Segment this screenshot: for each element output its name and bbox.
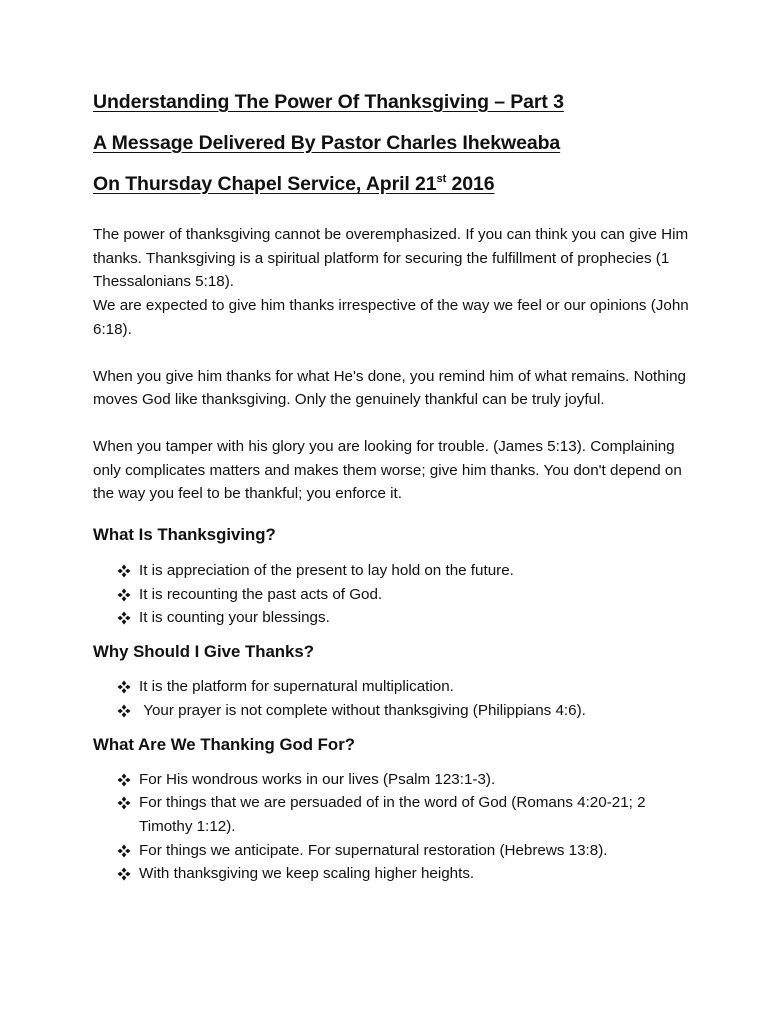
list-item-text: It is recounting the past acts of God. <box>139 585 383 603</box>
four-diamond-bullet-icon <box>117 564 131 578</box>
bullet-list-what-is-thanksgiving <box>93 559 693 630</box>
list-item <box>93 559 693 583</box>
list-item-text: For things that we are persuaded of in the word of God (Romans 4:20-21; 2 Timothy 1:12). <box>139 794 646 835</box>
body-paragraph-3: When you give him thanks for what He's done, you remind him of what remains. Nothing moves God like thanksgiving. Only the genuinely thankful can be truly joyful. <box>93 367 686 409</box>
four-diamond-bullet-icon <box>117 611 131 625</box>
list-item <box>93 862 693 886</box>
document-date-line <box>93 170 693 202</box>
four-diamond-bullet-icon <box>117 588 131 602</box>
list-item <box>93 583 693 607</box>
list-item-text: It is the platform for supernatural multiplication. <box>139 678 454 696</box>
list-item-text: It is counting your blessings. <box>139 609 330 627</box>
bullet-list-why-give-thanks <box>93 675 693 722</box>
intro-paragraph-2: We are expected to give him thanks irrespective of the way we feel or our opinions (John 6:18). <box>93 297 689 338</box>
list-item <box>93 839 693 863</box>
list-item <box>93 768 693 792</box>
body-paragraph-4: When you tamper with his glory you are looking for trouble. (James 5:13). Complaining only complicates matters and makes them worse; give him thanks. You don't depend on the way you feel to be thankful; you enforce it. <box>93 437 682 503</box>
list-item <box>93 606 693 630</box>
intro-paragraph-1: The power of thanksgiving cannot be overemphasized. If you can think you can give Him thanks. Thanksgiving is a spiritual platform for securing the fulfillment of prophecies (1 Thessalonians 5:18). <box>93 226 689 291</box>
bullet-list-thanking-god-for <box>93 768 693 887</box>
list-item-text: Your prayer is not complete without thanksgiving (Philippians 4:6). <box>139 701 586 719</box>
document-page <box>93 88 693 886</box>
document-title: Understanding The Power Of Thanksgiving – Part 3 <box>93 91 564 113</box>
list-item-text: For His wondrous works in our lives (Psalm 123:1-3). <box>139 770 496 788</box>
list-item-text: It is appreciation of the present to lay hold on the future. <box>139 562 514 580</box>
section-heading-thanking-god-for: What Are We Thanking God For? <box>93 734 355 754</box>
four-diamond-bullet-icon <box>117 680 131 694</box>
four-diamond-bullet-icon <box>117 796 131 810</box>
date-line-text: On Thursday Chapel Service, April 21 <box>93 173 437 195</box>
list-item <box>93 699 693 723</box>
list-item-text: For things we anticipate. For supernatural restoration (Hebrews 13:8). <box>139 841 608 859</box>
list-item-text: With thanksgiving we keep scaling higher heights. <box>139 865 475 883</box>
list-item <box>93 675 693 699</box>
four-diamond-bullet-icon <box>117 773 131 787</box>
list-item <box>93 791 693 838</box>
document-subtitle: A Message Delivered By Pastor Charles Ihekweaba <box>93 132 561 154</box>
date-ordinal-suffix: st <box>436 173 447 185</box>
date-line-year: 2016 <box>446 173 495 195</box>
intro-paragraph <box>93 223 693 342</box>
section-heading-what-is-thanksgiving: What Is Thanksgiving? <box>93 525 276 545</box>
four-diamond-bullet-icon <box>117 704 131 718</box>
four-diamond-bullet-icon <box>117 844 131 858</box>
four-diamond-bullet-icon <box>117 867 131 881</box>
section-heading-why-give-thanks: Why Should I Give Thanks? <box>93 642 314 662</box>
